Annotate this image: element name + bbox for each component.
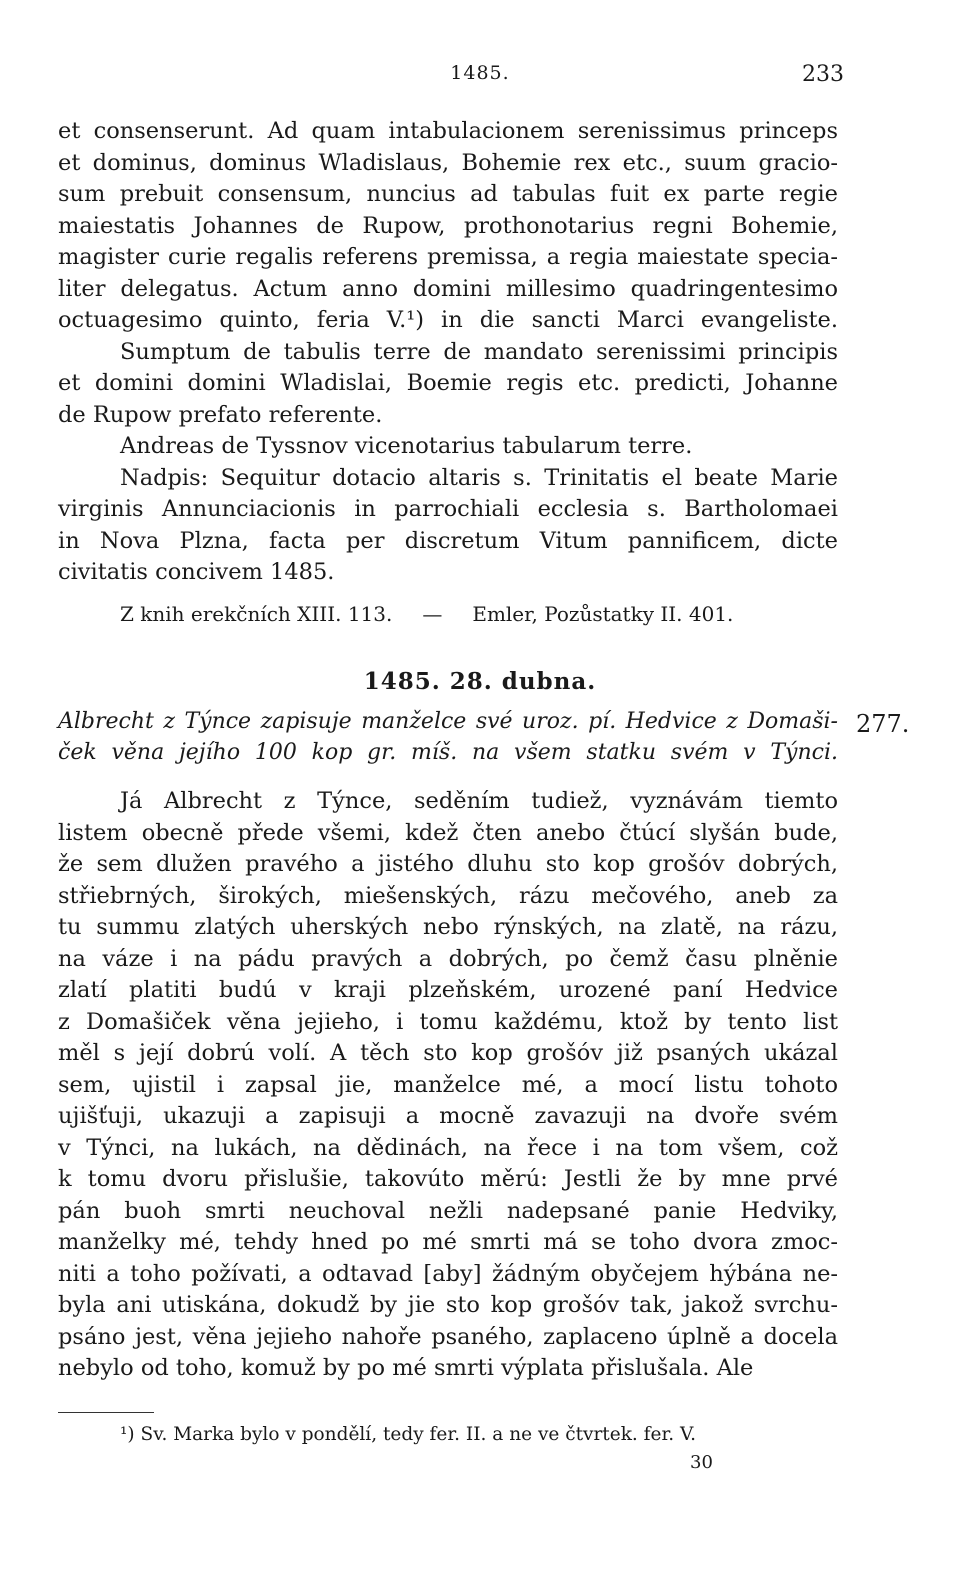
regest xyxy=(58,706,838,768)
text-line: manželky mé, tehdy hned po mé smrti má se toho dvora zmoc- xyxy=(58,1229,838,1255)
text-line: tu summu zlatých uherských nebo rýnských, na zlatě, na rázu, xyxy=(58,914,838,940)
text-line: pán buoh smrti neuchoval nežli nadepsané panie Hedviky, xyxy=(58,1197,838,1224)
document-date: 1485. 28. dubna. xyxy=(363,668,597,695)
text-line: niti a toho požívati, a odtavad [aby] žádným obyčejem hýbána ne- xyxy=(58,1260,838,1287)
footnote-divider xyxy=(58,1412,154,1413)
source-right: Emler, Pozůstatky II. 401. xyxy=(472,602,734,626)
page-number: 233 xyxy=(802,62,844,87)
text-line: psáno jest, věna jejieho nahoře psaného, zaplaceno úplně a docela xyxy=(58,1323,838,1350)
text-line: listem obecně přede všemi, kdež čten anebo čtúcí slyšán bude, xyxy=(58,819,838,846)
footnote: ¹) Sv. Marka bylo v pondělí, tedy fer. II. a ne ve čtvrtek. fer. V. xyxy=(120,1424,697,1445)
text-line: v Týnci, na lukách, na dědinách, na řece i na tom všem, což xyxy=(58,1134,838,1161)
nadpis-line: Nadpis: Sequitur dotacio altaris s. Trinitatis el beate Marie xyxy=(120,464,838,491)
text-line: že sem dlužen pravého a jistého dluhu sto kop grošóv dobrých, xyxy=(58,851,838,877)
text-line: sem, ujistil i zapsal jie, manželce mé, a mocí listu tohoto xyxy=(58,1071,838,1098)
document-number: 277. xyxy=(856,710,910,738)
text-line: sum prebuit consensum, nuncius ad tabulas fuit ex parte regie xyxy=(58,181,838,207)
text-line: Já Albrecht z Týnce, seděním tudiež, vyznávám tiemto xyxy=(120,788,838,814)
sheet-number: 30 xyxy=(690,1452,713,1473)
regest-line: ček věna jejího 100 kop gr. míš. na všem statku svém v Týnci. xyxy=(58,740,838,765)
signature-line: Andreas de Tyssnov vicenotarius tabularum terre. xyxy=(120,433,693,459)
text-line: zlatí platiti budú v kraji plzeňském, urozené paní Hedvice xyxy=(58,977,838,1003)
text-line: et domini domini Wladislai, Boemie regis etc. predicti, Johanne xyxy=(58,370,838,396)
nadpis-line: in Nova Plzna, facta per discretum Vitum pannificem, dicte xyxy=(58,527,838,554)
text-line: měl s její dobrú volí. A těch sto kop grošóv již psaných ukázal xyxy=(58,1040,838,1066)
running-header-year: 1485. xyxy=(450,62,510,84)
text-line: z Domašiček věna jejieho, i tomu každému, ktož by tento list xyxy=(58,1008,838,1035)
nadpis-line: civitatis concivem 1485. xyxy=(58,559,335,585)
source-dash: — xyxy=(422,602,443,626)
text-line: byla ani utiskána, dokudž by jie sto kop grošóv tak, jakož svrchu- xyxy=(58,1292,838,1318)
text-line: maiestatis Johannes de Rupow, prothonotarius regni Bohemie, xyxy=(58,212,838,239)
text-line: Sumptum de tabulis terre de mandato serenissimi principis xyxy=(120,338,838,365)
text-line: octuagesimo quinto, feria V.¹) in die sancti Marci evangeliste. xyxy=(58,307,838,333)
text-line: nebylo od toho, komuž by po mé smrti výplata přislušala. Ale xyxy=(58,1355,754,1381)
text-line: magister curie regalis referens premissa, a regia maiestate specia- xyxy=(58,244,838,270)
text-line: et dominus, dominus Wladislaus, Bohemie rex etc., suum gracio- xyxy=(58,149,838,176)
source-left: Z knih erekčních XIII. 113. xyxy=(120,602,393,626)
latin-paragraph xyxy=(58,116,838,589)
text-line: k tomu dvoru přislušie, takovúto měrú: Jestli že by mne prvé xyxy=(58,1166,838,1192)
text-line: et consenserunt. Ad quam intabulacionem serenissimus princeps xyxy=(58,118,838,144)
text-line: střiebrných, širokých, miešenských, rázu mečového, aneb za xyxy=(58,882,838,909)
text-line: ujišťuji, ukazuji a zapisuji a mocně zavazuji na dvoře svém xyxy=(58,1103,838,1129)
regest-line: Albrecht z Týnce zapisuje manželce své uroz. pí. Hedvice z Domaši- xyxy=(58,709,838,734)
nadpis-line: virginis Annunciacionis in parrochiali ecclesia s. Bartholomaei xyxy=(58,496,838,522)
czech-charter-text xyxy=(58,786,838,1385)
source-citation xyxy=(120,602,840,626)
text-line: liter delegatus. Actum anno domini millesimo quadringentesimo xyxy=(58,275,838,302)
text-line: na váze i na pádu pravých a dobrých, po čemž času plněnie xyxy=(58,945,838,972)
text-line: de Rupow prefato referente. xyxy=(58,401,383,428)
